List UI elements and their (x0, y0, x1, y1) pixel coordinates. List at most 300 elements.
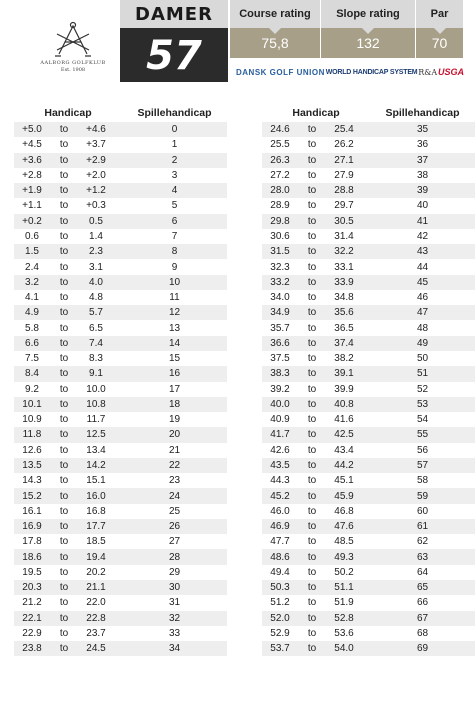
handicap-from: 40.0 (270, 398, 290, 410)
range-to-label: to (307, 246, 317, 258)
range-to-label: to (59, 643, 69, 655)
handicap-to: 2.3 (89, 246, 103, 258)
handicap-to: 1.4 (89, 230, 103, 242)
table-row (14, 458, 227, 473)
table-row (262, 320, 475, 335)
handicap-to: 36.5 (334, 322, 354, 334)
course-rating-text: 75,8 (261, 35, 289, 51)
range-to-label: to (307, 566, 317, 578)
handicap-to: 19.4 (86, 551, 106, 563)
spillehandicap-value: 21 (168, 444, 181, 456)
table-row (14, 137, 227, 152)
handicap-from: 52.0 (270, 612, 290, 624)
spillehandicap-value: 43 (416, 246, 429, 258)
spillehandicap-value: 23 (168, 475, 181, 487)
rating-values (230, 28, 463, 58)
range-to-label: to (307, 215, 317, 227)
handicap-from: 52.9 (270, 627, 290, 639)
range-to-label: to (59, 521, 69, 533)
handicap-from: 11.8 (22, 429, 42, 441)
handicap-from: 34.0 (270, 292, 290, 304)
table-row (14, 473, 227, 488)
handicap-from: 4.9 (25, 307, 39, 319)
spillehandicap-value: 40 (416, 200, 429, 212)
handicap-from: 0.6 (25, 230, 39, 242)
handicap-to: 9.1 (89, 368, 103, 380)
spillehandicap-value: 28 (168, 551, 181, 563)
par-label: Par (415, 0, 463, 28)
handicap-to: 37.4 (334, 337, 354, 349)
handicap-from: 47.7 (270, 536, 290, 548)
dgu-logo: DANSK GOLF UNION (236, 67, 325, 77)
table-row (14, 168, 227, 183)
range-to-label: to (307, 521, 317, 533)
table-row (14, 397, 227, 412)
handicap-from: 13.5 (22, 459, 42, 471)
table-row (14, 626, 227, 641)
ra-logo: R&A (418, 67, 438, 77)
crossed-clubs-icon (51, 20, 95, 58)
slope-rating-label: Slope rating (320, 0, 415, 28)
range-to-label: to (307, 276, 317, 288)
table-row (14, 565, 227, 580)
table-row (262, 580, 475, 595)
table-header (262, 104, 475, 122)
spillehandicap-value: 36 (416, 139, 429, 151)
spillehandicap-value: 29 (168, 566, 181, 578)
range-to-label: to (307, 322, 317, 334)
spillehandicap-value: 45 (416, 276, 429, 288)
club-established: Est. 1908 (60, 67, 86, 73)
handicap-header: Handicap (292, 107, 340, 119)
table-row (262, 122, 475, 137)
spillehandicap-value: 22 (168, 459, 181, 471)
spillehandicap-value: 62 (416, 536, 429, 548)
table-body (14, 122, 227, 656)
range-to-label: to (59, 353, 69, 365)
handicap-to: +2.9 (86, 154, 106, 166)
par-text: 70 (431, 35, 448, 51)
handicap-from: 28.0 (270, 185, 290, 197)
spillehandicap-value: 18 (168, 398, 181, 410)
range-to-label: to (59, 551, 69, 563)
handicap-to: 51.1 (334, 582, 354, 594)
handicap-from: 22.9 (22, 627, 42, 639)
range-to-label: to (307, 139, 317, 151)
table-row (262, 412, 475, 427)
handicap-from: 50.3 (270, 582, 290, 594)
handicap-from: 41.7 (270, 429, 290, 441)
range-to-label: to (59, 276, 69, 288)
handicap-from: 43.5 (270, 459, 290, 471)
handicap-from: 26.3 (270, 154, 290, 166)
table-row (14, 259, 227, 274)
table-row (262, 549, 475, 564)
spillehandicap-value: 33 (168, 627, 181, 639)
spillehandicap-value: 48 (416, 322, 429, 334)
handicap-to: 27.9 (334, 169, 354, 181)
handicap-to: 52.8 (334, 612, 354, 624)
handicap-from: 39.2 (270, 383, 290, 395)
spillehandicap-value: 49 (416, 337, 429, 349)
handicap-from: 2.4 (25, 261, 39, 273)
range-to-label: to (59, 398, 69, 410)
handicap-from: 27.2 (270, 169, 290, 181)
handicap-to: 34.8 (334, 292, 354, 304)
handicap-from: 38.3 (270, 368, 290, 380)
handicap-from: 3.2 (25, 276, 39, 288)
handicap-to: +4.6 (86, 124, 106, 136)
handicap-from: 18.6 (22, 551, 42, 563)
table-row (14, 366, 227, 381)
handicap-to: 18.5 (86, 536, 106, 548)
range-to-label: to (59, 627, 69, 639)
handicap-to: 33.9 (334, 276, 354, 288)
handicap-from: 22.1 (22, 612, 42, 624)
table-row (262, 366, 475, 381)
handicap-from: 29.8 (270, 215, 290, 227)
handicap-from: 44.3 (270, 475, 290, 487)
spillehandicap-value: 59 (416, 490, 429, 502)
handicap-to: 47.6 (334, 521, 354, 533)
category-label: DAMER (120, 0, 228, 28)
table-row (14, 519, 227, 534)
table-row (262, 168, 475, 183)
range-to-label: to (59, 292, 69, 304)
range-to-label: to (59, 322, 69, 334)
range-to-label: to (307, 353, 317, 365)
range-to-label: to (307, 337, 317, 349)
spillehandicap-value: 44 (416, 261, 429, 273)
spillehandicap-value: 24 (168, 490, 181, 502)
handicap-to: 32.2 (334, 246, 354, 258)
handicap-header: Handicap (44, 107, 92, 119)
spillehandicap-value: 34 (168, 643, 181, 655)
spillehandicap-value: 51 (416, 368, 429, 380)
table-row (14, 275, 227, 290)
spillehandicap-value: 5 (171, 200, 178, 212)
handicap-to: 23.7 (86, 627, 106, 639)
table-row (14, 229, 227, 244)
range-to-label: to (59, 444, 69, 456)
handicap-to: 42.5 (334, 429, 354, 441)
range-to-label: to (307, 582, 317, 594)
range-to-label: to (307, 307, 317, 319)
handicap-from: 7.5 (25, 353, 39, 365)
handicap-from: 19.5 (22, 566, 42, 578)
range-to-label: to (307, 185, 317, 197)
spillehandicap-value: 55 (416, 429, 429, 441)
range-to-label: to (307, 200, 317, 212)
handicap-from: 20.3 (22, 582, 42, 594)
spillehandicap-value: 39 (416, 185, 429, 197)
table-row (262, 458, 475, 473)
table-row (14, 214, 227, 229)
range-to-label: to (307, 398, 317, 410)
spillehandicap-value: 52 (416, 383, 429, 395)
handicap-from: 51.2 (270, 597, 290, 609)
handicap-from: 30.6 (270, 230, 290, 242)
table-row (14, 595, 227, 610)
handicap-from: +4.5 (22, 139, 42, 151)
handicap-from: 6.6 (25, 337, 39, 349)
spillehandicap-value: 69 (416, 643, 429, 655)
table-row (262, 198, 475, 213)
handicap-to: 5.7 (89, 307, 103, 319)
header (0, 0, 475, 85)
spillehandicap-value: 38 (416, 169, 429, 181)
table-row (262, 351, 475, 366)
handicap-to: 35.6 (334, 307, 354, 319)
range-to-label: to (307, 429, 317, 441)
range-to-label: to (59, 414, 69, 426)
range-to-label: to (59, 215, 69, 227)
handicap-to: 49.3 (334, 551, 354, 563)
handicap-from: 45.2 (270, 490, 290, 502)
table-row (262, 183, 475, 198)
handicap-from: 42.6 (270, 444, 290, 456)
handicap-to: 16.0 (86, 490, 106, 502)
table-row (262, 534, 475, 549)
handicap-from: 46.9 (270, 521, 290, 533)
spillehandicap-value: 57 (416, 459, 429, 471)
handicap-to: 10.8 (86, 398, 106, 410)
table-row (262, 611, 475, 626)
handicap-from: 16.1 (22, 505, 42, 517)
handicap-to: 24.5 (86, 643, 106, 655)
par-value (415, 28, 463, 58)
spillehandicap-value: 10 (168, 276, 181, 288)
whs-logo: WORLD HANDICAP SYSTEM (325, 68, 418, 76)
handicap-to: 6.5 (89, 322, 103, 334)
spillehandicap-value: 65 (416, 582, 429, 594)
table-row (14, 427, 227, 442)
handicap-from: 16.9 (22, 521, 42, 533)
spillehandicap-value: 61 (416, 521, 429, 533)
handicap-from: 32.3 (270, 261, 290, 273)
table-row (262, 137, 475, 152)
usga-logo: USGA (437, 67, 464, 77)
spillehandicap-value: 2 (171, 154, 178, 166)
handicap-table-right (262, 104, 475, 656)
handicap-from: 31.5 (270, 246, 290, 258)
handicap-to: 12.5 (86, 429, 106, 441)
spillehandicap-value: 26 (168, 521, 181, 533)
range-to-label: to (307, 475, 317, 487)
spillehandicap-value: 58 (416, 475, 429, 487)
handicap-to: 51.9 (334, 597, 354, 609)
table-row (14, 305, 227, 320)
spillehandicap-value: 64 (416, 566, 429, 578)
spillehandicap-value: 42 (416, 230, 429, 242)
handicap-from: 23.8 (22, 643, 42, 655)
handicap-to: 40.8 (334, 398, 354, 410)
slope-rating-text: 132 (356, 35, 380, 51)
range-to-label: to (307, 169, 317, 181)
table-row (262, 336, 475, 351)
handicap-to: 14.2 (86, 459, 106, 471)
spillehandicap-value: 63 (416, 551, 429, 563)
spillehandicap-value: 67 (416, 612, 429, 624)
handicap-from: 24.6 (270, 124, 290, 136)
spillehandicap-value: 16 (168, 368, 181, 380)
sponsor-logos (236, 64, 464, 80)
spillehandicap-value: 19 (168, 414, 181, 426)
handicap-from: 10.9 (22, 414, 42, 426)
handicap-to: 39.1 (334, 368, 354, 380)
table-row (14, 320, 227, 335)
handicap-to: 17.7 (86, 521, 106, 533)
table-row (262, 382, 475, 397)
table-row (262, 290, 475, 305)
table-row (262, 427, 475, 442)
handicap-from: 49.4 (270, 566, 290, 578)
range-to-label: to (307, 124, 317, 136)
range-to-label: to (307, 368, 317, 380)
club-logo (28, 20, 118, 84)
range-to-label: to (59, 169, 69, 181)
range-to-label: to (307, 292, 317, 304)
spillehandicap-value: 37 (416, 154, 429, 166)
handicap-to: +0.3 (86, 200, 106, 212)
spillehandicap-header: Spillehandicap (385, 107, 460, 119)
handicap-from: 17.8 (22, 536, 42, 548)
spillehandicap-value: 30 (168, 582, 181, 594)
table-row (262, 275, 475, 290)
handicap-from: +2.8 (22, 169, 42, 181)
table-row (14, 580, 227, 595)
handicap-to: 25.4 (334, 124, 354, 136)
table-row (14, 336, 227, 351)
spillehandicap-value: 6 (171, 215, 178, 227)
spillehandicap-value: 46 (416, 292, 429, 304)
handicap-from: 37.5 (270, 353, 290, 365)
spillehandicap-value: 35 (416, 124, 429, 136)
handicap-from: 35.7 (270, 322, 290, 334)
spillehandicap-value: 8 (171, 246, 178, 258)
range-to-label: to (307, 459, 317, 471)
range-to-label: to (307, 612, 317, 624)
handicap-to: +2.0 (86, 169, 106, 181)
table-row (14, 382, 227, 397)
club-name: AALBORG GOLFKLUB (40, 60, 106, 66)
range-to-label: to (59, 185, 69, 197)
handicap-to: 54.0 (334, 643, 354, 655)
table-row (262, 305, 475, 320)
course-rating-value (230, 28, 320, 58)
table-row (14, 443, 227, 458)
range-to-label: to (59, 536, 69, 548)
spillehandicap-value: 13 (168, 322, 181, 334)
range-to-label: to (307, 505, 317, 517)
handicap-from: 46.0 (270, 505, 290, 517)
range-to-label: to (59, 261, 69, 273)
handicap-to: 33.1 (334, 261, 354, 273)
table-row (14, 534, 227, 549)
handicap-from: +1.9 (22, 185, 42, 197)
range-to-label: to (59, 124, 69, 136)
handicap-to: 21.1 (86, 582, 106, 594)
tee-number: 57 (146, 33, 202, 79)
spillehandicap-value: 1 (171, 139, 178, 151)
handicap-to: +3.7 (86, 139, 106, 151)
handicap-to: 46.8 (334, 505, 354, 517)
table-row (14, 153, 227, 168)
range-to-label: to (307, 536, 317, 548)
range-to-label: to (59, 505, 69, 517)
handicap-to: 41.6 (334, 414, 354, 426)
table-row (14, 611, 227, 626)
table-row (262, 229, 475, 244)
range-to-label: to (59, 139, 69, 151)
range-to-label: to (59, 490, 69, 502)
handicap-to: 13.4 (86, 444, 106, 456)
handicap-to: 16.8 (86, 505, 106, 517)
range-to-label: to (59, 582, 69, 594)
handicap-to: 15.1 (86, 475, 106, 487)
handicap-to: 20.2 (86, 566, 106, 578)
spillehandicap-header: Spillehandicap (137, 107, 212, 119)
handicap-from: +0.2 (22, 215, 42, 227)
spillehandicap-value: 47 (416, 307, 429, 319)
spillehandicap-value: 50 (416, 353, 429, 365)
spillehandicap-value: 31 (168, 597, 181, 609)
range-to-label: to (59, 566, 69, 578)
spillehandicap-value: 53 (416, 398, 429, 410)
course-rating-label: Course rating (239, 8, 311, 20)
table-row (262, 519, 475, 534)
table-row (14, 412, 227, 427)
handicap-from: 15.2 (22, 490, 42, 502)
handicap-to: 43.4 (334, 444, 354, 456)
handicap-to: 53.6 (334, 627, 354, 639)
handicap-from: 21.2 (22, 597, 42, 609)
handicap-to: 4.8 (89, 292, 103, 304)
handicap-from: 9.2 (25, 383, 39, 395)
table-row (262, 259, 475, 274)
range-to-label: to (307, 261, 317, 273)
handicap-from: 12.6 (22, 444, 42, 456)
range-to-label: to (59, 246, 69, 258)
range-to-label: to (59, 337, 69, 349)
range-to-label: to (59, 307, 69, 319)
spillehandicap-value: 0 (171, 124, 178, 136)
spillehandicap-value: 4 (171, 185, 178, 197)
handicap-from: +3.6 (22, 154, 42, 166)
range-to-label: to (307, 230, 317, 242)
range-to-label: to (307, 490, 317, 502)
range-to-label: to (59, 459, 69, 471)
spillehandicap-value: 15 (168, 353, 181, 365)
range-to-label: to (59, 597, 69, 609)
spillehandicap-value: 60 (416, 505, 429, 517)
range-to-label: to (59, 154, 69, 166)
handicap-from: 34.9 (270, 307, 290, 319)
handicap-to: 31.4 (334, 230, 354, 242)
handicap-from: 1.5 (25, 246, 39, 258)
range-to-label: to (307, 154, 317, 166)
handicap-from: 36.6 (270, 337, 290, 349)
range-to-label: to (307, 383, 317, 395)
table-row (14, 504, 227, 519)
handicap-to: +1.2 (86, 185, 106, 197)
handicap-to: 39.9 (334, 383, 354, 395)
spillehandicap-value: 14 (168, 337, 181, 349)
handicap-to: 30.5 (334, 215, 354, 227)
spillehandicap-value: 3 (171, 169, 178, 181)
spillehandicap-value: 20 (168, 429, 181, 441)
range-to-label: to (307, 551, 317, 563)
